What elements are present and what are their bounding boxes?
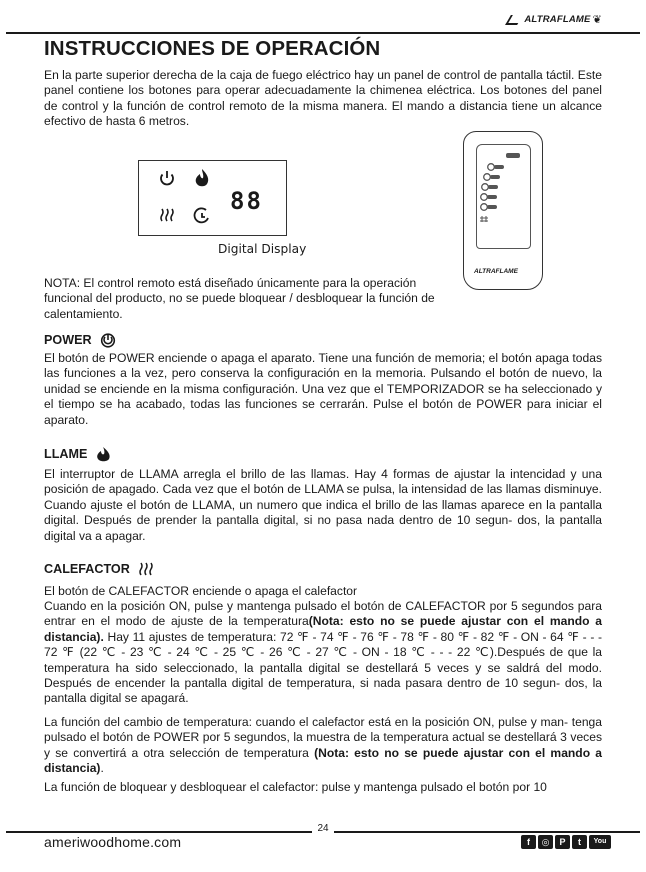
page-title: INSTRUCCIONES DE OPERACIÓN [44,37,381,60]
calefactor-p2: Cuando en la posición ON, pulse y mantenga pulsado el botón de CALEFACTOR por 5 segundos para entrar en el modo de ajuste de la temperatura(Nota: esto no se puede ajustar con el mando a distancia). Hay 11 ajustes de temperatura: 72 ℉ - 74 ℉ - 76 ℉ - 78 ℉ - 80 ℉ - 82 ℉ - ON - 64 ℉ - - - 72 ℉ (22 ℃ - 23 ℃ - 24 ℃ - 25 ℃ - 26 ℃ - 27 ℃ - ON - 18 ℃ - - - 22 ℃).Después de que la temperatura ha sido seleccionado, la pantalla digital se destellará 5 veces y se saldrá del modo. Después de encender la pantalla digital de temperatura, si nada pasara dentro de 10 segun- dos, la pantalla digital se apagará. [44,599,602,706]
power-paragraph: El botón de POWER enciende o apaga el aparato. Tiene una función de memoria; el botón apaga todas las funciones a la vez, pero conserva la configuración en la memoria. Pulsando el botón de nuevo, la unidad se enciende en la misma configuración. Una vez que el TEMPORIZADOR se ha seleccionado y el tiempo se ha acabado, todas las funciones se cerrarán. Pulse el botón de POWER para iniciar el aparato. [44,351,602,427]
digital-display-digits: 88 [230,187,263,215]
remote-buttons [477,145,530,248]
flame-icon [196,169,208,186]
youtube-icon[interactable]: You [589,835,611,849]
llame-paragraph: El interruptor de LLAMA arregla el brillo de las llamas. Hay 4 formas de ajustar la intencidad y una posición de apagado. Cada vez que el botón de LLAMA se pulsa, la intensidad de las llamas disminuye. Cuando ajuste el botón de LLAMA, un numero que indica el brillo de las llamas aparece en la pantalla digital. Después de prender la pantalla digital, si no pasa nada dentro de 10 segun- dos, la pantalla digital va a apagar. [44,467,602,543]
heater-icon [138,561,156,577]
heater-icon [161,209,173,221]
remote-screen [476,144,531,249]
calefactor-p1: El botón de CALEFACTOR enciende o apaga el calefactor [44,584,358,598]
social-icons [521,835,611,849]
twitter-icon[interactable]: t [572,835,587,849]
power-icon [161,171,173,184]
digital-display-label: Digital Display [218,242,307,256]
control-panel-figure [138,160,287,236]
flame-icon [95,446,113,462]
calefactor-p4: La función de bloquear y desbloquear el calefactor: pulse y mantenga pulsado el botón por 10 [44,780,547,794]
brand-logo: ALTRAFLAME ❦ [508,13,602,26]
calefactor-p3: La función del cambio de temperatura: cuando el calefactor está en la posición ON, pulse y man- tenga pulsado el botón de POWER por 5 segundos, la muestra de la temperatura actual se destellará 3 veces y se convertirá a otra selección de temperatura (Nota: esto no se puede ajustar con el mando a distancia). [44,715,602,776]
flame-mark-icon: ❦ [592,14,602,26]
pinterest-icon[interactable]: P [555,835,570,849]
remote-brand: ALTRAFLAME [474,268,518,275]
page-number: 24 [312,823,334,834]
control-panel-icons [139,161,286,235]
section-heading-llame: LLAME [44,446,113,462]
website-link[interactable]: ameriwoodhome.com [44,834,182,850]
timer-icon [195,208,208,222]
facebook-icon[interactable]: f [521,835,536,849]
note-paragraph: NOTA: El control remoto está diseñado únicamente para la operación funcional del producto, no se puede bloquear / desbloquear la función de calentamiento. [44,276,435,321]
remote-control-figure [463,131,543,290]
instagram-icon[interactable]: ◎ [538,835,553,849]
section-heading-power: POWER [44,332,116,348]
section-heading-calefactor: CALEFACTOR [44,561,156,577]
header-rule [6,32,640,34]
power-icon [100,332,116,348]
intro-paragraph: En la parte superior derecha de la caja de fuego eléctrico hay un panel de control de pantalla táctil. Este panel contiene los botones para operar adecuadamente la chimenea eléctrica. Los botones del panel de control y la función de control remoto de la misma manera. El mando a distancia tiene un alcance efectivo de hasta 6 metros. [44,68,602,129]
